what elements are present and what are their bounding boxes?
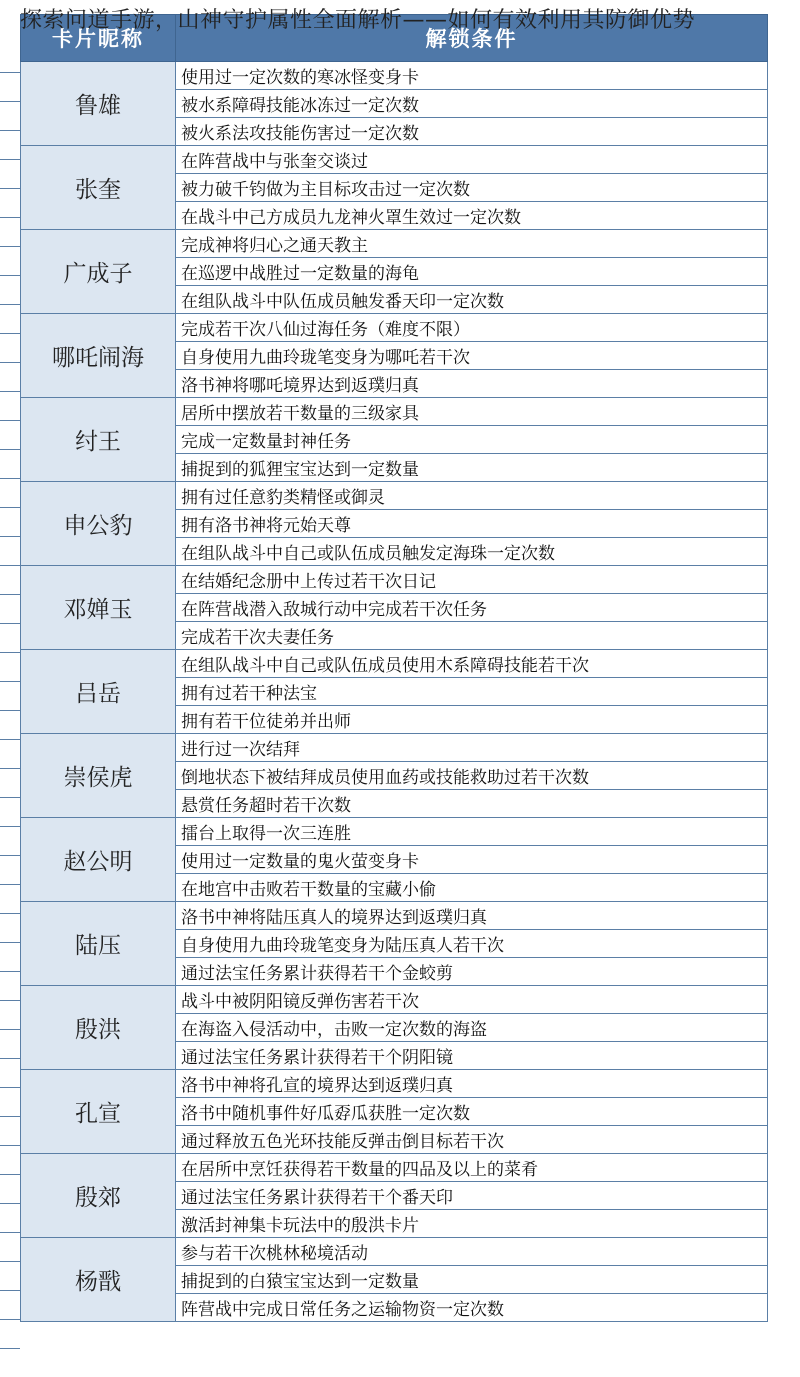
table-row — [21, 146, 768, 174]
card-name-cell: 邓婵玉 — [21, 566, 176, 650]
condition-cell: 在海盗入侵活动中，击败一定次数的海盗 — [176, 1014, 768, 1042]
condition-cell: 拥有洛书神将元始天尊 — [176, 510, 768, 538]
condition-cell: 完成若干次八仙过海任务（难度不限） — [176, 314, 768, 342]
card-name-cell: 赵公明 — [21, 818, 176, 902]
gutter-line — [0, 913, 20, 942]
gutter-line — [0, 159, 20, 188]
condition-cell: 在阵营战中与张奎交谈过 — [176, 146, 768, 174]
condition-cell: 战斗中被阴阳镜反弹伤害若干次 — [176, 986, 768, 1014]
table-row — [21, 230, 768, 258]
gutter-line — [0, 739, 20, 768]
gutter-line — [0, 594, 20, 623]
gutter-line — [0, 304, 20, 333]
condition-cell: 在阵营战潜入敌城行动中完成若干次任务 — [176, 594, 768, 622]
gutter-line — [0, 1319, 20, 1348]
header-card-name: 卡片昵称 — [21, 15, 176, 62]
unlock-conditions-table — [20, 14, 768, 1322]
condition-cell: 完成一定数量封神任务 — [176, 426, 768, 454]
table-row — [21, 650, 768, 678]
gutter-line — [0, 246, 20, 275]
gutter-line — [0, 217, 20, 246]
header-unlock-condition: 解锁条件 — [176, 15, 768, 62]
card-name-cell: 张奎 — [21, 146, 176, 230]
card-name-cell: 殷郊 — [21, 1154, 176, 1238]
card-name-cell: 陆压 — [21, 902, 176, 986]
table-row — [21, 62, 768, 90]
gutter-line — [0, 1203, 20, 1232]
condition-cell: 被火系法攻技能伤害过一定次数 — [176, 118, 768, 146]
gutter-line — [0, 768, 20, 797]
condition-cell: 完成若干次夫妻任务 — [176, 622, 768, 650]
condition-cell: 在居所中烹饪获得若干数量的四品及以上的菜肴 — [176, 1154, 768, 1182]
condition-cell: 阵营战中完成日常任务之运输物资一定次数 — [176, 1294, 768, 1322]
card-name-cell: 广成子 — [21, 230, 176, 314]
gutter-line — [0, 1087, 20, 1116]
table-row — [21, 1070, 768, 1098]
condition-cell: 使用过一定数量的鬼火萤变身卡 — [176, 846, 768, 874]
card-name-cell: 哪吒闹海 — [21, 314, 176, 398]
condition-cell: 被水系障碍技能冰冻过一定次数 — [176, 90, 768, 118]
gutter-line — [0, 72, 20, 101]
card-name-cell: 杨戬 — [21, 1238, 176, 1322]
condition-cell: 洛书中神将陆压真人的境界达到返璞归真 — [176, 902, 768, 930]
condition-cell: 捕捉到的狐狸宝宝达到一定数量 — [176, 454, 768, 482]
condition-cell: 在巡逻中战胜过一定数量的海龟 — [176, 258, 768, 286]
gutter-line — [0, 507, 20, 536]
condition-cell: 通过释放五色光环技能反弹击倒目标若干次 — [176, 1126, 768, 1154]
gutter-line — [0, 797, 20, 826]
card-name-cell: 崇侯虎 — [21, 734, 176, 818]
gutter-line — [0, 478, 20, 507]
gutter-line — [0, 391, 20, 420]
condition-cell: 居所中摆放若干数量的三级家具 — [176, 398, 768, 426]
gutter-line — [0, 275, 20, 304]
card-name-cell: 纣王 — [21, 398, 176, 482]
condition-cell: 自身使用九曲玲珑笔变身为陆压真人若干次 — [176, 930, 768, 958]
gutter-line — [0, 681, 20, 710]
condition-cell: 在组队战斗中自己或队伍成员使用木系障碍技能若干次 — [176, 650, 768, 678]
gutter-line — [0, 1232, 20, 1261]
gutter-line — [0, 971, 20, 1000]
table-row — [21, 818, 768, 846]
table-row — [21, 986, 768, 1014]
condition-cell: 通过法宝任务累计获得若干个阴阳镜 — [176, 1042, 768, 1070]
gutter-line — [0, 188, 20, 217]
card-name-cell: 殷洪 — [21, 986, 176, 1070]
condition-cell: 洛书神将哪吒境界达到返璞归真 — [176, 370, 768, 398]
table-row — [21, 314, 768, 342]
gutter-line — [0, 362, 20, 391]
condition-cell: 拥有过若干种法宝 — [176, 678, 768, 706]
condition-cell: 在地宫中击败若干数量的宝藏小偷 — [176, 874, 768, 902]
condition-cell: 通过法宝任务累计获得若干个番天印 — [176, 1182, 768, 1210]
card-name-cell: 吕岳 — [21, 650, 176, 734]
condition-cell: 通过法宝任务累计获得若干个金蛟剪 — [176, 958, 768, 986]
gutter-line — [0, 1058, 20, 1087]
condition-cell: 自身使用九曲玲珑笔变身为哪吒若干次 — [176, 342, 768, 370]
condition-cell: 进行过一次结拜 — [176, 734, 768, 762]
condition-cell: 洛书中随机事件好瓜孬瓜获胜一定次数 — [176, 1098, 768, 1126]
gutter-line — [0, 565, 20, 594]
gutter-line — [0, 710, 20, 739]
condition-cell: 在结婚纪念册中上传过若干次日记 — [176, 566, 768, 594]
gutter-line — [0, 420, 20, 449]
gutter-line — [0, 1029, 20, 1058]
condition-cell: 拥有过任意豹类精怪或御灵 — [176, 482, 768, 510]
gutter-line — [0, 1261, 20, 1290]
gutter-line — [0, 1174, 20, 1203]
condition-cell: 完成神将归心之通天教主 — [176, 230, 768, 258]
gutter-line — [0, 1000, 20, 1029]
gutter-line — [0, 130, 20, 159]
gutter-line — [0, 884, 20, 913]
condition-cell: 在组队战斗中队伍成员触发番天印一定次数 — [176, 286, 768, 314]
table-row — [21, 566, 768, 594]
table-row — [21, 734, 768, 762]
condition-cell: 使用过一定次数的寒冰怪变身卡 — [176, 62, 768, 90]
condition-cell: 拥有若干位徒弟并出师 — [176, 706, 768, 734]
gutter-line — [0, 101, 20, 130]
gutter-line — [0, 1116, 20, 1145]
gutter-line — [0, 652, 20, 681]
condition-cell: 擂台上取得一次三连胜 — [176, 818, 768, 846]
page-title: 探索问道手游，山神守护属性全面解析——如何有效利用其防御优势 — [20, 8, 696, 33]
table-row — [21, 482, 768, 510]
gutter-line — [0, 1348, 20, 1377]
condition-cell: 在组队战斗中自己或队伍成员触发定海珠一定次数 — [176, 538, 768, 566]
condition-cell: 激活封神集卡玩法中的殷洪卡片 — [176, 1210, 768, 1238]
gutter-line — [0, 536, 20, 565]
gutter-line — [0, 1290, 20, 1319]
gutter-line — [0, 333, 20, 362]
card-name-cell: 孔宣 — [21, 1070, 176, 1154]
gutter-line — [0, 1145, 20, 1174]
condition-cell: 洛书中神将孔宣的境界达到返璞归真 — [176, 1070, 768, 1098]
condition-cell: 捕捉到的白猿宝宝达到一定数量 — [176, 1266, 768, 1294]
table-body — [21, 62, 768, 1322]
table-row — [21, 398, 768, 426]
table-row — [21, 1238, 768, 1266]
condition-cell: 倒地状态下被结拜成员使用血药或技能救助过若干次数 — [176, 762, 768, 790]
table-row — [21, 902, 768, 930]
gutter-line — [0, 449, 20, 478]
condition-cell: 悬赏任务超时若干次数 — [176, 790, 768, 818]
gutter-line — [0, 623, 20, 652]
gutter-line — [0, 942, 20, 971]
condition-cell: 被力破千钧做为主目标攻击过一定次数 — [176, 174, 768, 202]
gutter-line — [0, 855, 20, 884]
gutter-line — [0, 826, 20, 855]
condition-cell: 参与若干次桃林秘境活动 — [176, 1238, 768, 1266]
table-row — [21, 1154, 768, 1182]
card-name-cell: 申公豹 — [21, 482, 176, 566]
condition-cell: 在战斗中己方成员九龙神火罩生效过一定次数 — [176, 202, 768, 230]
card-name-cell: 鲁雄 — [21, 62, 176, 146]
left-gutter — [0, 72, 20, 1348]
